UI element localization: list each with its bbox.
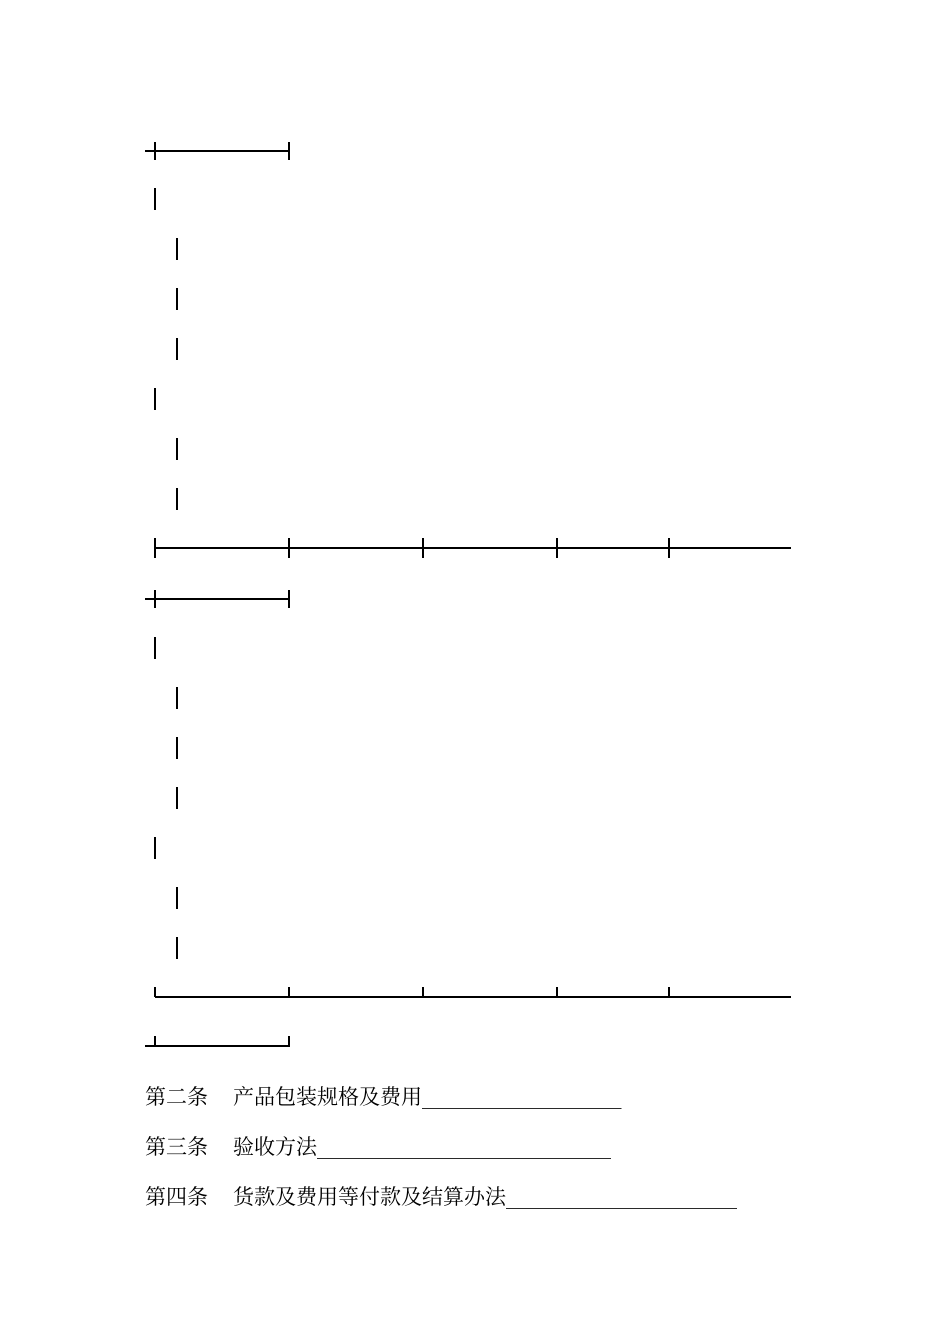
- table-vertical-borders-2: [155, 637, 177, 959]
- clause-2-title: 产品包装规格及费用: [233, 1085, 422, 1109]
- clause-3-title: 验收方法: [233, 1135, 317, 1159]
- table-row-separator-1: [155, 538, 791, 558]
- clause-3-blank: ____________________________: [317, 1135, 611, 1159]
- table-top-rule-2: [145, 590, 290, 608]
- clause-3: [145, 1133, 611, 1161]
- clause-4-number: 第四条: [145, 1185, 208, 1209]
- clause-3-number: 第三条: [145, 1135, 208, 1159]
- clause-4: [145, 1183, 737, 1211]
- table-bottom-rule-2: [155, 987, 791, 997]
- table-vertical-borders-1: [155, 188, 177, 510]
- clause-2-blank: ___________________: [422, 1085, 622, 1109]
- clause-2-number: 第二条: [145, 1085, 208, 1109]
- clause-4-title: 货款及费用等付款及结算办法: [233, 1185, 506, 1209]
- clause-4-blank: ______________________: [506, 1185, 737, 1209]
- clause-2: [145, 1083, 622, 1111]
- table-top-rule-1: [145, 142, 290, 160]
- table-closing-rule: [145, 1036, 290, 1046]
